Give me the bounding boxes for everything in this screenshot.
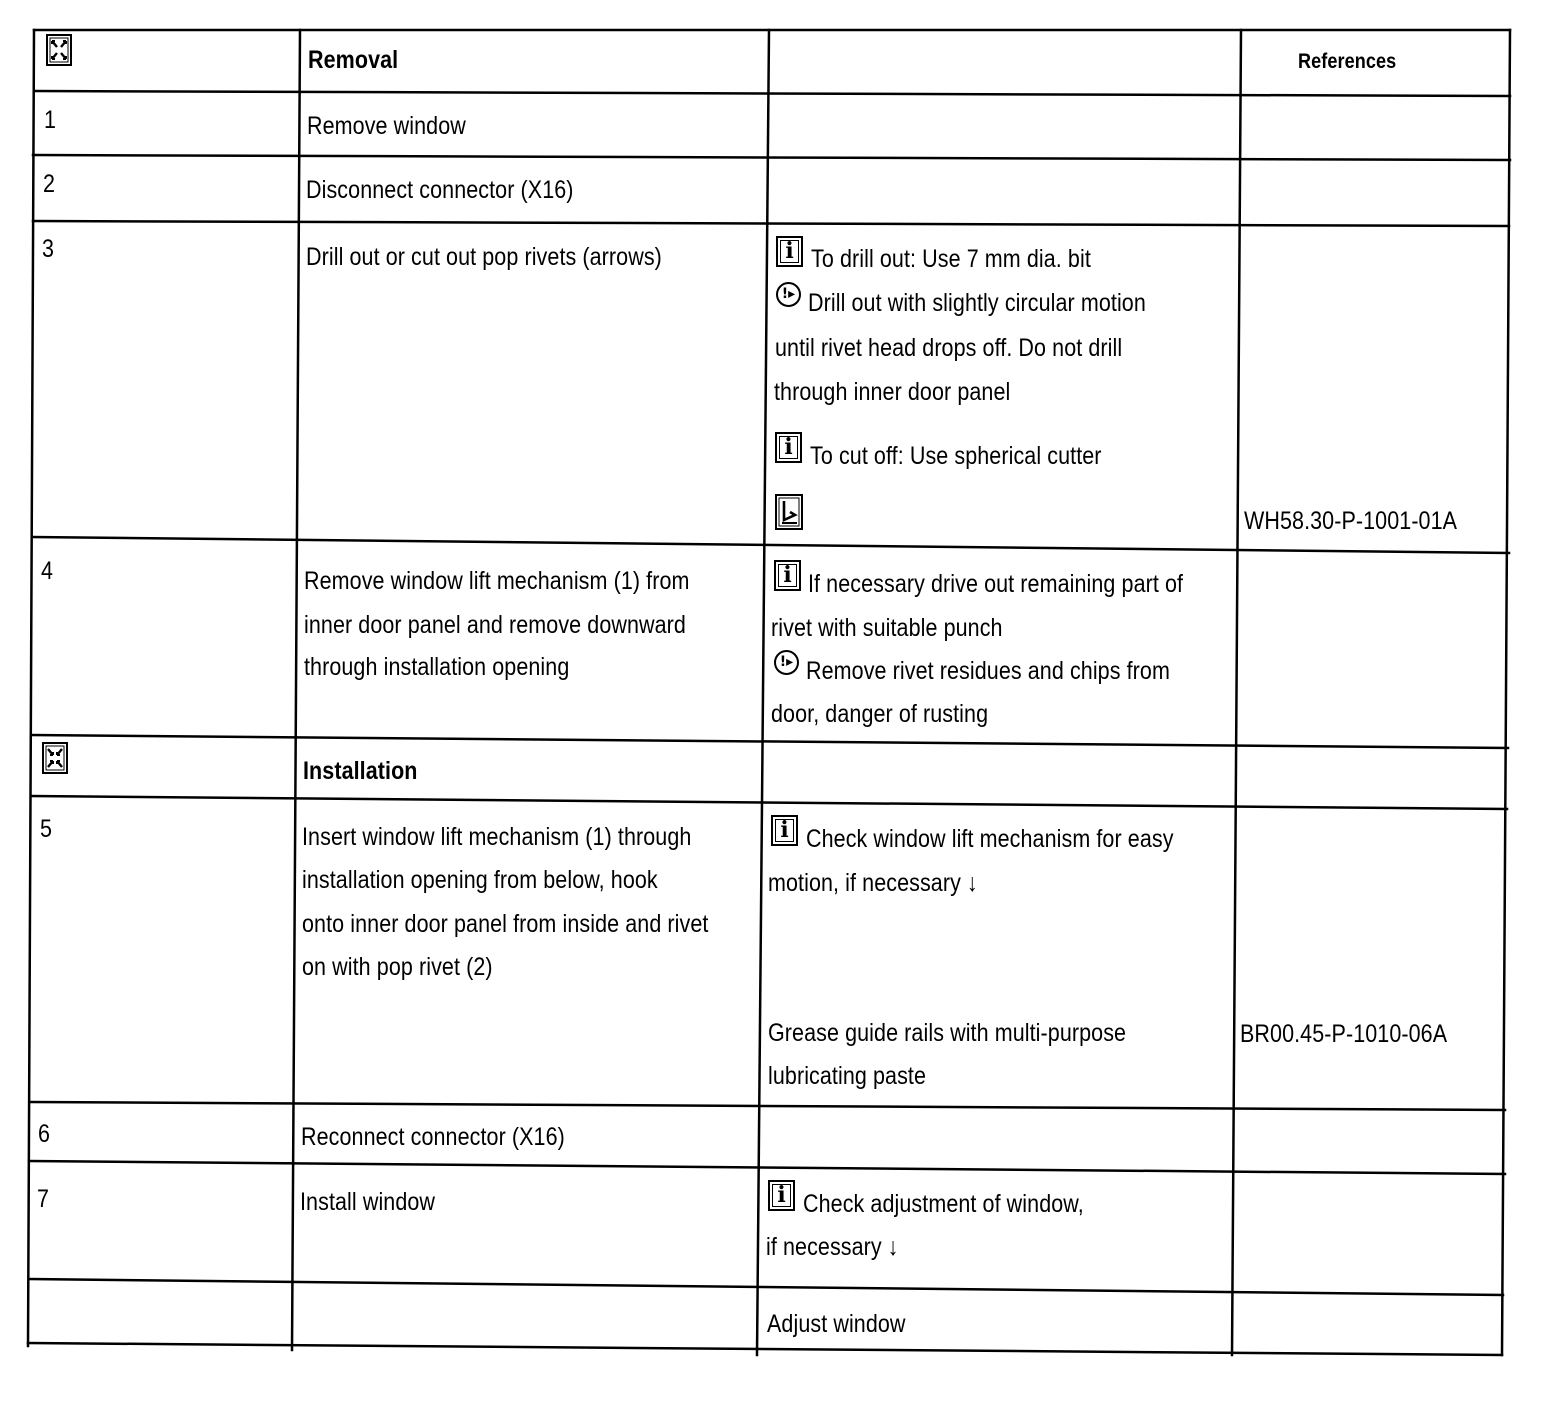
step-number: 3 bbox=[42, 235, 55, 263]
note-icon: !▸ bbox=[774, 650, 799, 675]
step-text: installation opening from below, hook bbox=[302, 866, 658, 894]
step-text: Reconnect connector (X16) bbox=[301, 1123, 565, 1151]
info-icon: i bbox=[775, 432, 802, 463]
step-number: 4 bbox=[41, 557, 54, 585]
note-text: Grease guide rails with multi-purpose bbox=[768, 1019, 1127, 1047]
note-text: door, danger of rusting bbox=[771, 700, 989, 728]
step-text: on with pop rivet (2) bbox=[302, 953, 493, 981]
note-text: through inner door panel bbox=[774, 378, 1011, 406]
step-text: Drill out or cut out pop rivets (arrows) bbox=[306, 243, 662, 271]
step-number: 5 bbox=[40, 815, 53, 843]
note-text: If necessary drive out remaining part of bbox=[808, 570, 1184, 598]
reference-code: BR00.45-P-1010-06A bbox=[1240, 1020, 1448, 1048]
section-heading-installation: Installation bbox=[303, 757, 418, 785]
note-text: Check window lift mechanism for easy bbox=[806, 825, 1174, 853]
step-text: Install window bbox=[300, 1188, 436, 1216]
note-text: To cut off: Use spherical cutter bbox=[810, 442, 1102, 470]
step-text: inner door panel and remove downward bbox=[304, 611, 686, 639]
step-text: Remove window bbox=[307, 112, 466, 140]
note-text: Check adjustment of window, bbox=[803, 1190, 1084, 1218]
note-icon: !▸ bbox=[776, 282, 801, 307]
section-heading-removal: Removal bbox=[308, 46, 399, 74]
step-number: 6 bbox=[38, 1120, 51, 1148]
note-text: until rivet head drops off. Do not drill bbox=[775, 334, 1123, 362]
info-icon: i bbox=[768, 1180, 795, 1211]
note-text: To drill out: Use 7 mm dia. bit bbox=[811, 245, 1091, 273]
step-text: through installation opening bbox=[304, 653, 570, 681]
note-text: Remove rivet residues and chips from bbox=[806, 657, 1170, 685]
step-number: 7 bbox=[37, 1185, 50, 1213]
references-heading: References bbox=[1298, 50, 1397, 73]
note-text: lubricating paste bbox=[768, 1062, 927, 1090]
removal-installation-icon bbox=[46, 34, 72, 71]
removal-installation-icon bbox=[42, 742, 68, 779]
step-text: Remove window lift mechanism (1) from bbox=[304, 567, 690, 595]
step-number: 2 bbox=[43, 170, 56, 198]
reference-code: WH58.30-P-1001-01A bbox=[1244, 507, 1458, 535]
note-text: if necessary ↓ bbox=[766, 1233, 899, 1261]
info-icon: i bbox=[776, 236, 803, 267]
step-number: 1 bbox=[44, 106, 57, 134]
tool-icon bbox=[775, 494, 803, 535]
note-text: Drill out with slightly circular motion bbox=[808, 289, 1146, 317]
step-text: Disconnect connector (X16) bbox=[306, 176, 574, 204]
info-icon: i bbox=[774, 560, 801, 591]
step-text: Insert window lift mechanism (1) through bbox=[302, 823, 692, 851]
step-text: onto inner door panel from inside and rivet bbox=[302, 910, 709, 938]
note-text: motion, if necessary ↓ bbox=[768, 869, 978, 897]
info-icon: i bbox=[771, 815, 798, 846]
note-text: rivet with suitable punch bbox=[771, 614, 1003, 642]
note-text: Adjust window bbox=[767, 1310, 906, 1338]
